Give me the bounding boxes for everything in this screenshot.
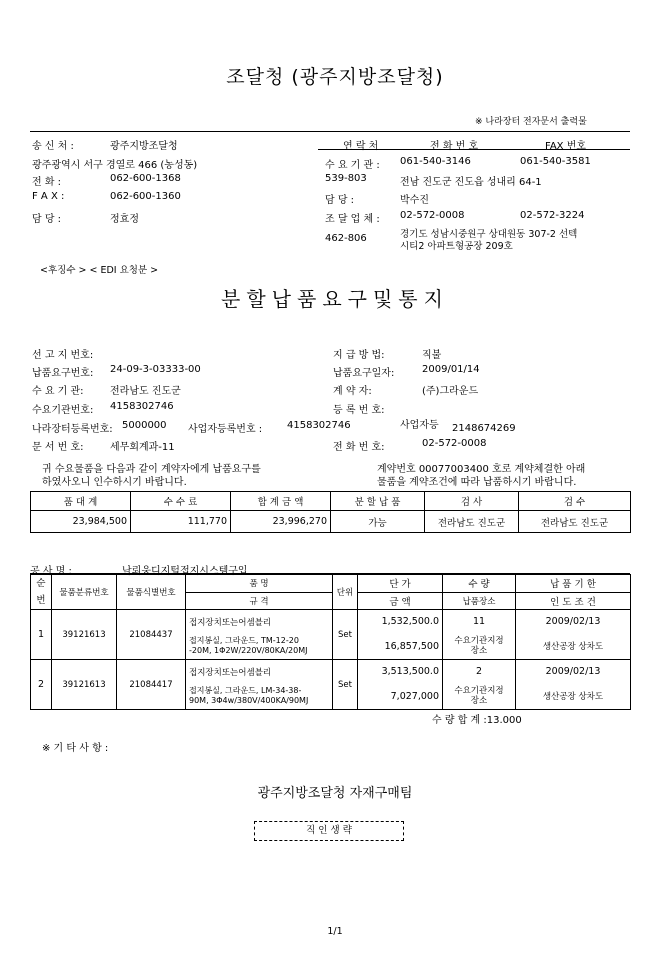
info-l4-label: 수요기관번호: bbox=[32, 405, 94, 416]
seal-box bbox=[254, 821, 404, 841]
project-label: 공 사 명 : bbox=[30, 566, 72, 577]
row-price: 3,513,500.0 bbox=[358, 660, 443, 684]
table-row bbox=[31, 610, 631, 634]
info-l6-label: 문 서 번 호: bbox=[32, 442, 84, 453]
misc-notes-label: ※ 기 타 사 항 : bbox=[42, 743, 109, 754]
supplier-label: 조 달 업 체 : bbox=[325, 214, 380, 225]
row-due: 2009/02/13 bbox=[516, 660, 631, 684]
notice-a1: 귀 수요물품을 다음과 같이 계약자에게 납품요구를 bbox=[42, 464, 261, 475]
summary-table bbox=[30, 491, 631, 533]
demand-manager-label: 담 당 : bbox=[325, 195, 355, 206]
summary-header: 수 수 료 bbox=[131, 492, 231, 511]
header-unit: 단위 bbox=[333, 575, 358, 610]
demand-address: 전남 진도군 진도읍 성내리 64-1 bbox=[400, 177, 542, 188]
supplier-phone: 02-572-0008 bbox=[400, 210, 465, 221]
contractor-phone: 02-572-0008 bbox=[422, 438, 487, 449]
row-spec-2: -20M, 1Φ2W/220V/80KA/20MJ bbox=[189, 646, 308, 656]
row-place bbox=[443, 684, 516, 710]
fax-header: FAX 번호 bbox=[545, 141, 587, 152]
agency-number: 4158302746 bbox=[110, 401, 174, 412]
row-place bbox=[443, 634, 516, 660]
header-spec: 규 격 bbox=[186, 592, 333, 610]
sender-manager-label: 담 당 : bbox=[32, 214, 62, 225]
payment-method: 직불 bbox=[422, 350, 442, 361]
row-spec bbox=[186, 634, 333, 660]
notice-b1: 계약번호 00077003400 호로 계약체결한 아래 bbox=[377, 464, 586, 475]
summary-header: 합 계 금 액 bbox=[231, 492, 331, 511]
supplier-address-1: 경기도 성남시중원구 상대원동 307-2 선텍 bbox=[400, 229, 578, 240]
header-terms: 인 도 조 건 bbox=[516, 592, 631, 610]
header-price: 단 가 bbox=[358, 575, 443, 593]
sender-phone-label: 전 화 : bbox=[32, 177, 62, 188]
header-seq bbox=[31, 575, 52, 610]
sender-fax-label: F A X : bbox=[32, 191, 65, 202]
registration-number: 5000000 bbox=[122, 420, 167, 431]
project-name: 낙뢰웅디지털접지시스템구입 bbox=[122, 566, 248, 577]
row-terms: 생산공장 상차도 bbox=[516, 634, 631, 660]
header-place: 납품장소 bbox=[443, 592, 516, 610]
summary-acceptance: 전라남도 진도군 bbox=[519, 511, 631, 533]
summary-inspection: 전라남도 진도군 bbox=[425, 511, 519, 533]
header-qty: 수 량 bbox=[443, 575, 516, 593]
row-amount: 16,857,500 bbox=[358, 634, 443, 660]
items-table bbox=[30, 574, 631, 710]
demand-manager: 박수진 bbox=[400, 195, 429, 206]
row-spec-1: 접지봉실, 그라운드, TM-12-20 bbox=[189, 636, 299, 646]
row-unit: Set bbox=[333, 610, 358, 660]
page-number: 1/1 bbox=[327, 926, 343, 937]
contractor: (주)그라운드 bbox=[422, 386, 479, 397]
table-row bbox=[31, 660, 631, 684]
contact-header: 연 락 처 bbox=[343, 141, 379, 152]
demand-agency: 전라남도 진도군 bbox=[110, 386, 181, 397]
header-ident-no: 물품식별번호 bbox=[117, 575, 186, 610]
summary-split-delivery: 가능 bbox=[331, 511, 425, 533]
row-qty: 11 bbox=[443, 610, 516, 634]
row-terms: 생산공장 상차도 bbox=[516, 684, 631, 710]
summary-fee: 111,770 bbox=[131, 511, 231, 533]
header-seq-1: 순 bbox=[36, 578, 46, 589]
sender-phone: 062-600-1368 bbox=[110, 173, 181, 184]
info-l5b-label: 사업자등록번호 : bbox=[188, 424, 263, 435]
row-price: 1,532,500.0 bbox=[358, 610, 443, 634]
header-due: 납 품 기 한 bbox=[516, 575, 631, 593]
supplier-address-2: 시티2 아파트형공장 209호 bbox=[400, 241, 513, 252]
order-date: 2009/01/14 bbox=[422, 364, 480, 375]
info-r5-label: 사업자등 bbox=[400, 420, 439, 431]
total-quantity: 수 량 합 계 :13.000 bbox=[432, 715, 522, 726]
phone-header: 전 화 번 호 bbox=[430, 141, 479, 152]
info-l5-label: 나라장터등록번호: bbox=[32, 424, 113, 435]
demand-label: 수 요 기 관 : bbox=[325, 160, 380, 171]
breadcrumb: <후징수 > < EDI 요청분 > bbox=[40, 265, 159, 276]
row-name: 접지장치또는어셈블리 bbox=[186, 660, 333, 684]
info-r3-label: 계 약 자: bbox=[333, 386, 372, 397]
row-class-no: 39121613 bbox=[52, 610, 117, 660]
info-r1-label: 지 급 방 법: bbox=[333, 350, 385, 361]
supplier-fax: 02-572-3224 bbox=[520, 210, 585, 221]
summary-grand-total: 23,996,270 bbox=[231, 511, 331, 533]
sender-address: 광주광역시 서구 경열로 466 (농성동) bbox=[32, 160, 198, 171]
seal-text: 직 인 생 략 bbox=[306, 825, 352, 836]
info-r4-label: 등 록 번 호: bbox=[333, 405, 385, 416]
row-seq: 2 bbox=[31, 660, 52, 710]
sender-name: 광주지방조달청 bbox=[110, 141, 178, 152]
summary-goods-total: 23,984,500 bbox=[31, 511, 131, 533]
row-place-1: 수요기관지정 bbox=[454, 686, 504, 697]
issuer: 광주지방조달청 자재구매팀 bbox=[257, 786, 413, 801]
summary-header: 분 할 납 품 bbox=[331, 492, 425, 511]
info-r2-label: 납품요구일자: bbox=[333, 368, 395, 379]
row-due: 2009/02/13 bbox=[516, 610, 631, 634]
row-class-no: 39121613 bbox=[52, 660, 117, 710]
top-note: ※ 나라장터 전자문서 출력물 bbox=[475, 117, 587, 127]
info-r6-label: 전 화 번 호: bbox=[333, 442, 385, 453]
demand-fax: 061-540-3581 bbox=[520, 156, 591, 167]
demand-phone: 061-540-3146 bbox=[400, 156, 471, 167]
row-ident-no: 21084437 bbox=[117, 610, 186, 660]
row-unit: Set bbox=[333, 660, 358, 710]
row-qty: 2 bbox=[443, 660, 516, 684]
info-l1-label: 선 고 지 번호: bbox=[32, 350, 94, 361]
row-place-1: 수요기관지정 bbox=[454, 636, 504, 647]
sender-manager: 정효정 bbox=[110, 214, 139, 225]
notice-a2: 하였사오니 인수하시기 바랍니다. bbox=[42, 477, 187, 488]
row-seq: 1 bbox=[31, 610, 52, 660]
header-seq-2: 번 bbox=[36, 595, 46, 606]
row-spec-2: 90M, 3Φ4w/380V/400KA/90MJ bbox=[189, 696, 309, 706]
header-class-no: 물품분류번호 bbox=[52, 575, 117, 610]
info-l3-label: 수 요 기 관: bbox=[32, 386, 84, 397]
supplier-zip: 462-806 bbox=[325, 233, 367, 244]
info-l2-label: 납품요구번호: bbox=[32, 368, 94, 379]
business-number: 4158302746 bbox=[287, 420, 351, 431]
row-place-2: 장소 bbox=[470, 696, 488, 707]
row-ident-no: 21084417 bbox=[117, 660, 186, 710]
document-title: 조달청 (광주지방조달청) bbox=[226, 66, 444, 88]
row-spec bbox=[186, 684, 333, 710]
demand-zip: 539-803 bbox=[325, 173, 367, 184]
header-name: 품 명 bbox=[186, 575, 333, 593]
document-number: 세무회계과-11 bbox=[110, 442, 175, 453]
summary-header: 품 대 계 bbox=[31, 492, 131, 511]
summary-header: 검 수 bbox=[519, 492, 631, 511]
sender-fax: 062-600-1360 bbox=[110, 191, 181, 202]
row-amount: 7,027,000 bbox=[358, 684, 443, 710]
row-place-2: 장소 bbox=[470, 646, 488, 657]
main-title: 분할납품요구및통지 bbox=[221, 287, 449, 311]
contractor-business-number: 2148674269 bbox=[452, 423, 516, 434]
notice-b2: 물품을 계약조건에 따라 납품하시기 바랍니다. bbox=[377, 477, 577, 488]
row-name: 접지장치또는어셈블리 bbox=[186, 610, 333, 634]
order-number: 24-09-3-03333-00 bbox=[110, 364, 201, 375]
summary-header: 검 사 bbox=[425, 492, 519, 511]
row-spec-1: 접지봉실, 그라운드, LM-34-38- bbox=[189, 686, 302, 696]
sender-label: 송 신 처 : bbox=[32, 141, 74, 152]
header-amount: 금 액 bbox=[358, 592, 443, 610]
